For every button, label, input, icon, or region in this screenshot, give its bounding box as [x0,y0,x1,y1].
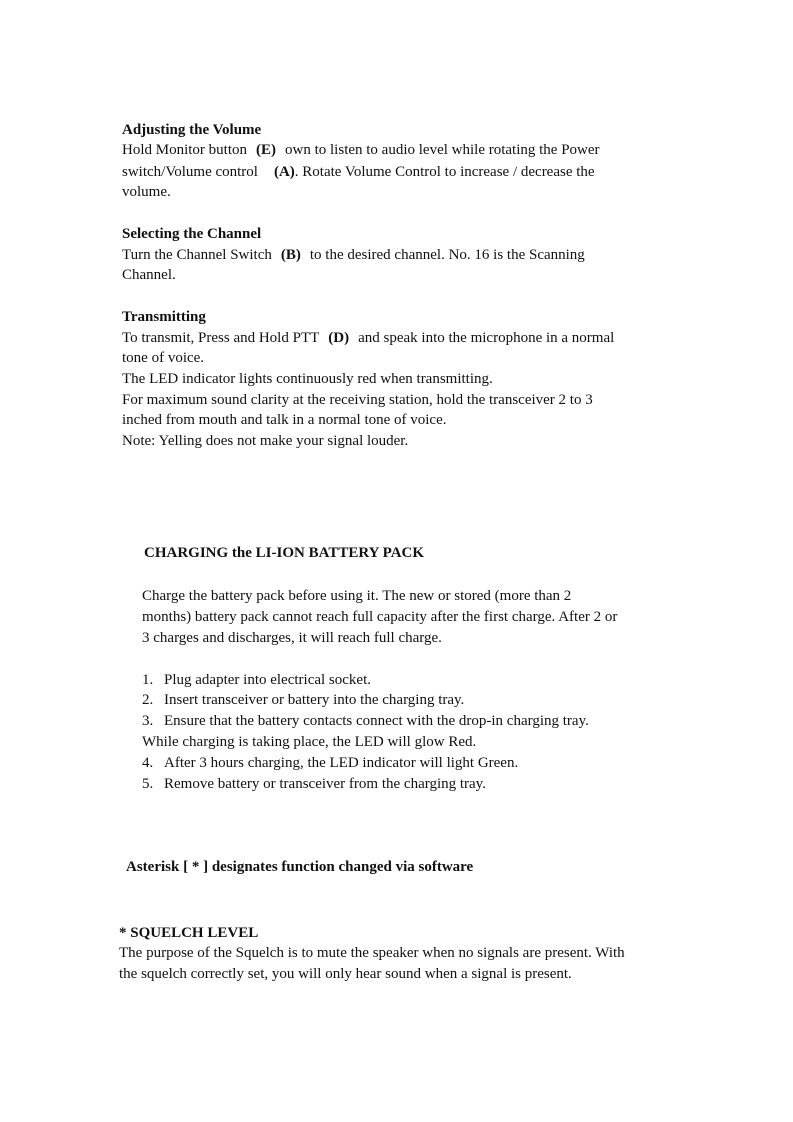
step-number: 2. [142,692,154,708]
transmit-line-1 [122,328,614,349]
squelch-line-2: the squelch correctly set, you will only hear sound when a signal is present. [119,966,572,982]
transmit-line-5: inched from mouth and talk in a normal tone of voice. [122,412,447,428]
charging-para-line-2: months) battery pack cannot reach full capacity after the first charge. After 2 or [142,609,618,625]
channel-line-1-start: Turn the Channel Switch [122,247,272,263]
step-text: Plug adapter into electrical socket. [164,672,372,688]
volume-line-2 [122,162,595,183]
step-number: 1. [142,672,154,688]
transmit-line-2: tone of voice. [122,350,205,366]
charging-note: While charging is taking place, the LED will glow Red. [142,734,477,750]
transmit-line-6: Note: Yelling does not make your signal louder. [122,433,409,449]
volume-line-1-start: Hold Monitor button [122,142,248,158]
transmit-heading: Transmitting [122,309,206,325]
charging-step [142,670,371,691]
charging-step [142,753,518,774]
transmit-line-1-end: and speak into the microphone in a normal [358,330,615,346]
monitor-button-ref: (E) [256,142,277,158]
step-number: 4. [142,755,154,771]
step-text: Ensure that the battery contacts connect with the drop-in charging tray. [164,713,589,729]
transmit-line-1-start: To transmit, Press and Hold PTT [122,330,320,346]
volume-line-2-end: . Rotate Volume Control to increase / decrease the [294,164,595,180]
asterisk-note: Asterisk [ * ] designates function changed via software [126,859,474,875]
step-text: Remove battery or transceiver from the charging tray. [164,776,486,792]
channel-heading: Selecting the Channel [122,226,262,242]
squelch-line-1: The purpose of the Squelch is to mute the speaker when no signals are present. With [119,945,625,961]
ptt-button-ref: (D) [328,330,350,346]
step-number: 5. [142,776,154,792]
step-text: After 3 hours charging, the LED indicator will light Green. [164,755,519,771]
volume-line-2-start: switch/Volume control [122,164,258,180]
charging-para-line-3: 3 charges and discharges, it will reach full charge. [142,630,442,646]
volume-control-ref: (A) [273,164,295,180]
step-text: Insert transceiver or battery into the charging tray. [164,692,465,708]
charging-step [142,774,486,795]
charging-heading: CHARGING the LI-ION BATTERY PACK [144,545,425,561]
channel-line-2: Channel. [122,267,176,283]
charging-step [142,711,589,732]
step-number: 3. [142,713,154,729]
transmit-line-3: The LED indicator lights continuously red when transmitting. [122,371,493,387]
channel-switch-ref: (B) [280,247,301,263]
channel-line-1 [122,245,585,266]
charging-step [142,690,464,711]
volume-line-1-end: own to listen to audio level while rotating the Power [285,142,600,158]
squelch-heading: * SQUELCH LEVEL [119,925,259,941]
volume-line-3: volume. [122,184,171,200]
volume-line-1 [122,140,600,161]
volume-heading: Adjusting the Volume [122,122,262,138]
channel-line-1-end: to the desired channel. No. 16 is the Scanning [309,247,585,263]
charging-para-line-1: Charge the battery pack before using it. The new or stored (more than 2 [142,588,572,604]
transmit-line-4: For maximum sound clarity at the receiving station, hold the transceiver 2 to 3 [122,392,593,408]
